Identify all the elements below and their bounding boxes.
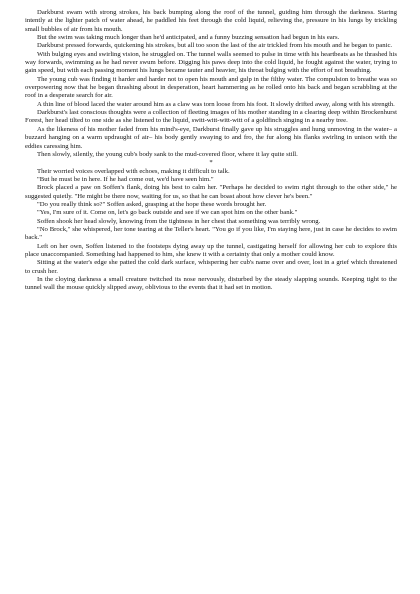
paragraph: With bulging eyes and swirling vision, he struggled on. The tunnel walls seemed to pulse in time with his heartbeats as he thrashed his way forwards, swimming as he had never swum before. Digging his paws deep into the cold liquid, he fought against the water, trying to gain speed, but with each passing moment his lungs became tauter and heavier, his throat bulging with the effort of not breathing.: [25, 50, 397, 75]
paragraph: "But he must be in here. If he had come out, we'd have seen him.": [37, 175, 214, 183]
paragraph: The young cub was finding it harder and harder not to open his mouth and gulp in the filthy water. The compulsion to breathe was so overpowering now that he began thrashing about in desperation, heart hammering as he rolled onto his back and began scrabbling at the roof in a desperate search for air.: [25, 75, 397, 100]
paragraph: Darkburst's last conscious thoughts were a collection of fleeting images of his mother standing in a clearing deep within Brockenhurst Forest, her head tilted to one side as she listened to the liquid, switt-witt-witt-witt of a goldfinch singing in a nearby tree.: [25, 109, 397, 125]
scene-break: *: [209, 159, 213, 167]
paragraph: Darkburst swam with strong strokes, his back bumping along the roof of the tunnel, guiding him through the darkness. Staring intently at the lighter patch of water ahead, he paddled his feet through the cold liquid, relieving the, pressure in his lungs by trickling small bubbles of air from his mouth.: [25, 9, 397, 33]
paragraph: Soffen shook her head slowly, knowing from the tightness in her chest that something was terribly wrong.: [37, 217, 321, 225]
story-page: [25, 9, 397, 293]
paragraph: Sitting at the water's edge she patted the cold dark surface, whispering her cub's name over and over, lost in a grief which threatened to crush her.: [25, 259, 397, 275]
paragraph: A thin line of blood laced the water around him as a claw was torn loose from his foot. It slowly drifted away, along with his strength.: [37, 100, 395, 108]
paragraph: "No Brock," she whispered, her tone tearing at the Teller's heart. "You go if you like, I'm staying here, just in case he decides to swim back.": [25, 225, 397, 242]
paragraph: Their worried voices overlapped with echoes, making it difficult to talk.: [37, 167, 230, 175]
paragraph: "Yes, I'm sure of it. Come on, let's go back outside and see if we can spot him on the other bank.": [37, 209, 298, 217]
paragraph: Left on her own, Soffen listened to the footsteps dying away up the tunnel, castigating herself for allowing her cub to explore this place unaccompanied. Something had happened to him, she knew it with a certainty that only a mother could know.: [25, 242, 397, 258]
paragraph: Darkburst pressed forwards, quickening his strokes, but all too soon the last of the air trickled from his mouth and he began to panic.: [37, 42, 393, 50]
paragraph: "Do you really think so?" Soffen asked, grasping at the hope these words brought her.: [37, 200, 267, 208]
paragraph: Brock placed a paw on Soffen's flank, doing his best to calm her. "Perhaps he decided to swim right through to the other side," he suggested quietly. "He might be there now, waiting for us, so that he can boast about how clever he's been.": [25, 184, 397, 200]
paragraph: Then slowly, silently, the young cub's body sank to the mud-covered floor, where it lay quite still.: [37, 150, 298, 158]
paragraph: But the swim was taking much longer than he'd anticipated, and a funny buzzing sensation had begun in his ears.: [37, 34, 340, 42]
paragraph: As the likeness of his mother faded from his mind's-eye, Darkburst finally gave up his struggles and hung unmoving in the water– a buzzard hanging on a warm updraught of air– his body gently swaying to and fro, the fur along his flanks swirling in unison with the eddies caressing him.: [25, 125, 397, 150]
paragraph: In the cloying darkness a small creature twitched its nose nervously, disturbed by the steady slapping sounds. Keeping tight to the tunnel wall the mouse quickly slipped away, oblivious to the events that it had set in motion.: [25, 276, 397, 292]
